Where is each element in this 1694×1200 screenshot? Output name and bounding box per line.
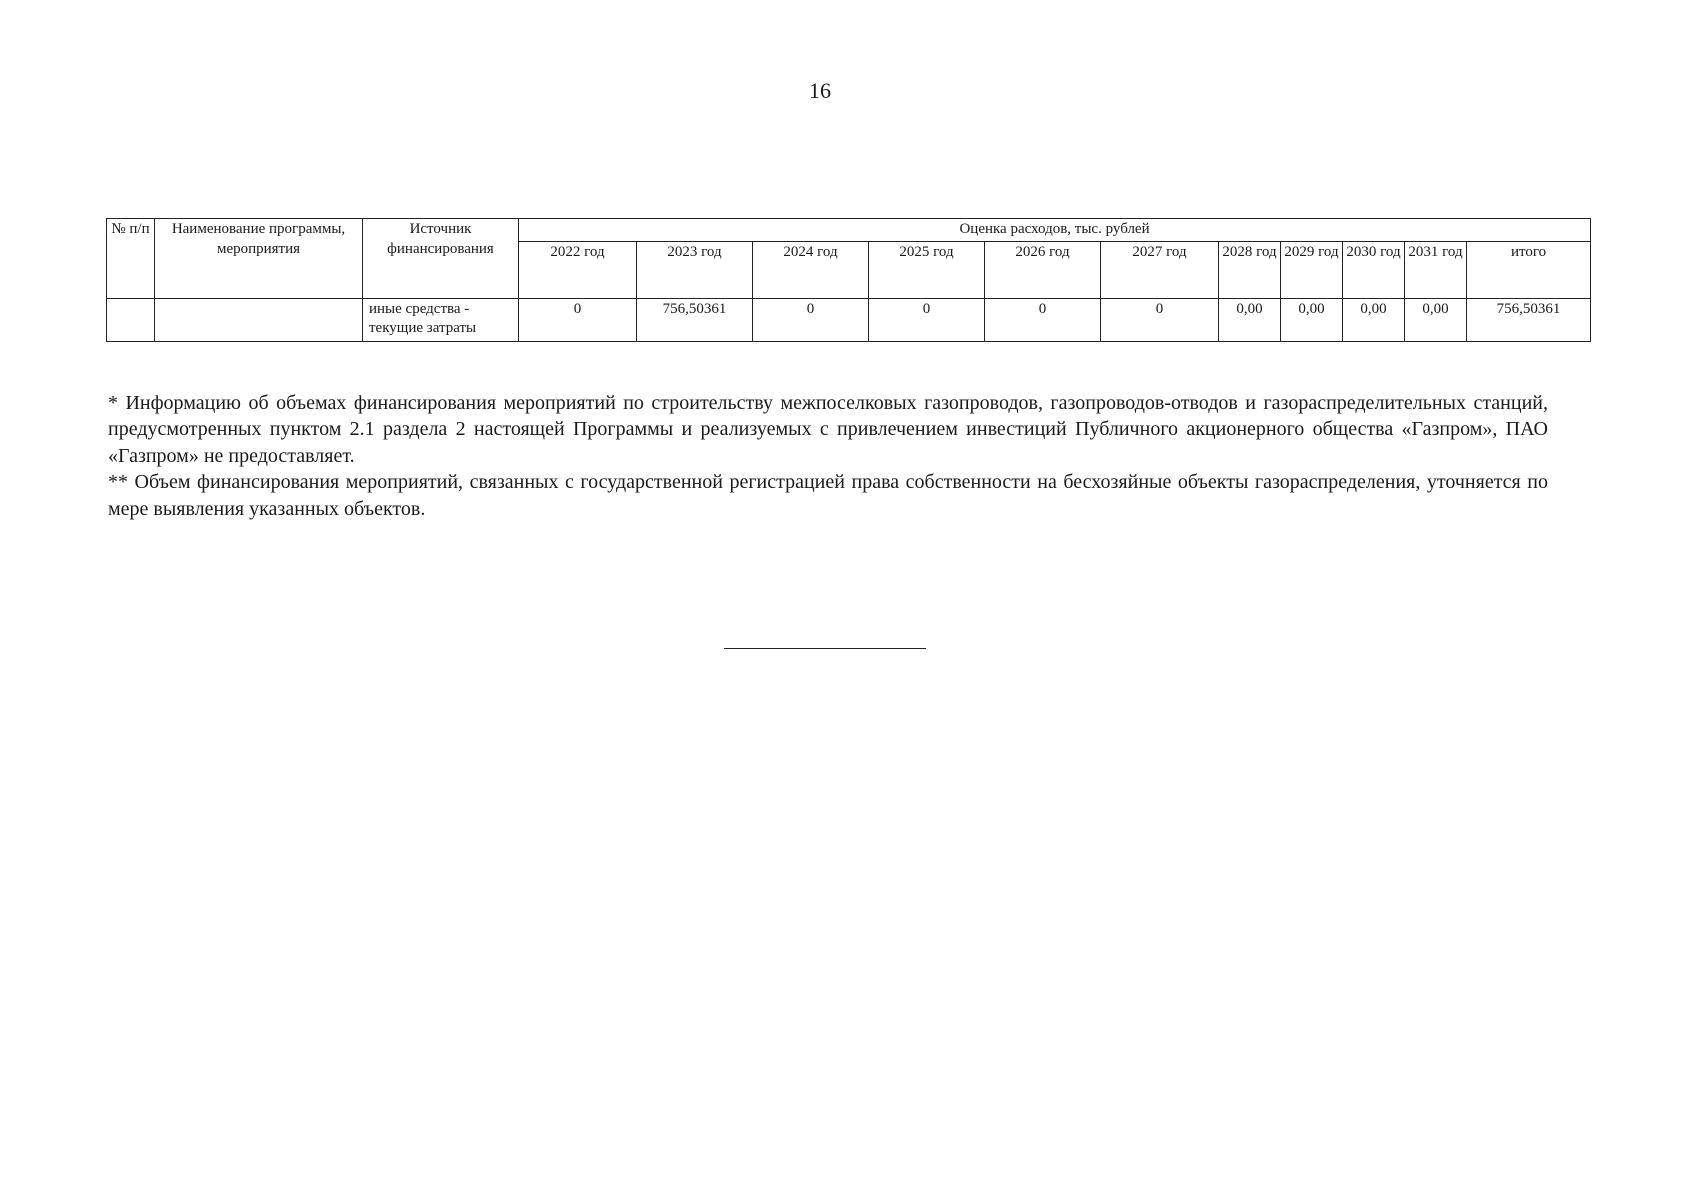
header-year-2025: 2025 год: [869, 241, 985, 298]
page-number: 16: [809, 78, 831, 103]
header-year-2026: 2026 год: [985, 241, 1101, 298]
header-year-2031: 2031 год: [1405, 241, 1467, 298]
cell-total: 756,50361: [1467, 298, 1591, 341]
header-cost-estimate: Оценка расходов, тыс. рублей: [519, 219, 1591, 242]
cell-funding-source: иные средства - текущие затраты: [363, 298, 519, 341]
cell-program-name: [155, 298, 363, 341]
header-year-2029: 2029 год: [1281, 241, 1343, 298]
header-year-2028: 2028 год: [1219, 241, 1281, 298]
cell-value-2030: 0,00: [1343, 298, 1405, 341]
cell-value-2031: 0,00: [1405, 298, 1467, 341]
cell-value-2025: 0: [869, 298, 985, 341]
funding-table: [106, 218, 1591, 342]
header-year-2022: 2022 год: [519, 241, 637, 298]
footnotes: [108, 390, 1548, 522]
header-year-2027: 2027 год: [1101, 241, 1219, 298]
table-header-row: [107, 219, 1591, 242]
cell-value-2027: 0: [1101, 298, 1219, 341]
header-year-2024: 2024 год: [753, 241, 869, 298]
cell-value-2022: 0: [519, 298, 637, 341]
header-total: итого: [1467, 241, 1591, 298]
header-year-2023: 2023 год: [637, 241, 753, 298]
cell-value-2023: 756,50361: [637, 298, 753, 341]
cell-value-2028: 0,00: [1219, 298, 1281, 341]
header-program-name: Наименование программы, мероприятия: [155, 219, 363, 299]
header-funding-source: Источник финансирования: [363, 219, 519, 299]
cell-value-2026: 0: [985, 298, 1101, 341]
end-divider: [724, 648, 926, 649]
cell-value-2029: 0,00: [1281, 298, 1343, 341]
footnote-gazprom: * Информацию об объемах финансирования мероприятий по строительству межпоселковых газопроводов, газопроводов-отводов и газораспределительных станций, предусмотренных пунктом 2.1 раздела 2 настоящей Программы и реализуемых с привлечением инвестиций Публичного акционерного общества «Газпром», ПАО «Газпром» не предоставляет.: [108, 392, 1548, 467]
table-row: [107, 298, 1591, 341]
cell-num: [107, 298, 155, 341]
footnote-ownerless-objects: ** Объем финансирования мероприятий, связанных с государственной регистрацией права собственности на бесхозяйные объекты газораспределения, уточняется по мере выявления указанных объектов.: [108, 471, 1548, 520]
header-year-2030: 2030 год: [1343, 241, 1405, 298]
cell-value-2024: 0: [753, 298, 869, 341]
header-num: № п/п: [107, 219, 155, 299]
